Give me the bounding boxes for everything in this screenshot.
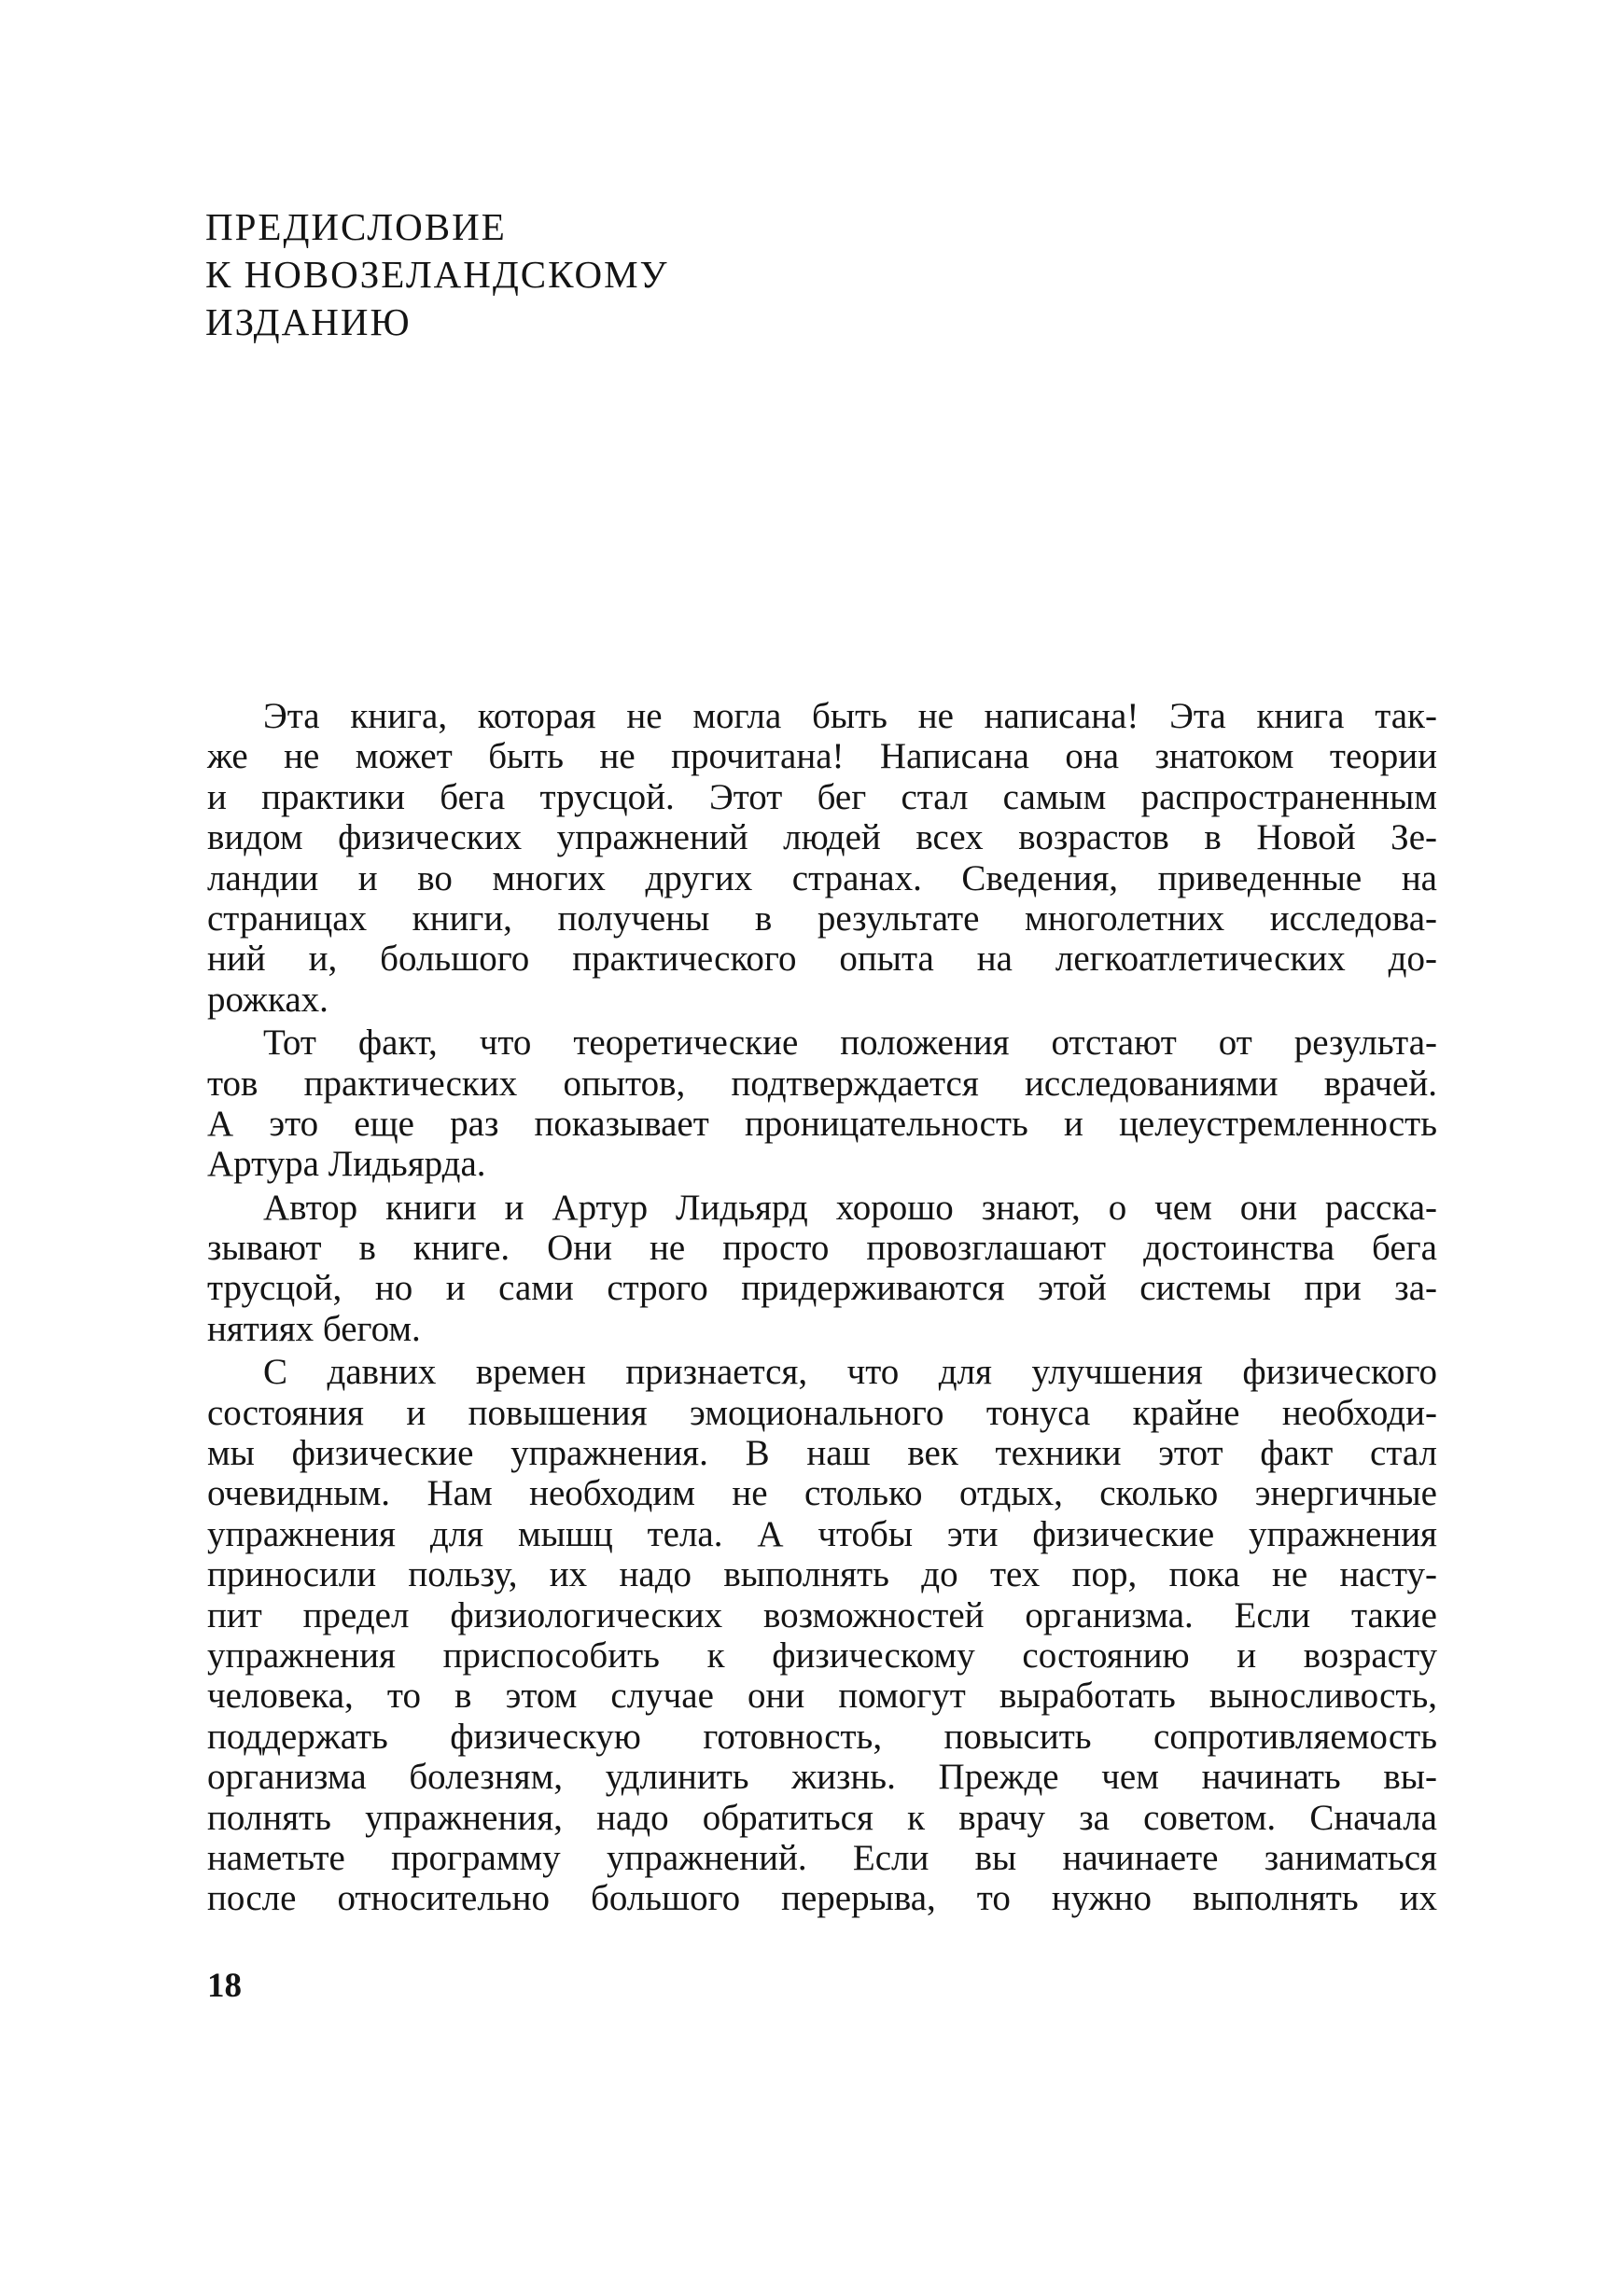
text-line: Автор книги и Артур Лидьярд хорошо знают, о чем они расска- — [263, 1187, 1437, 1228]
text-line: состояния и повышения эмоционального тонуса крайне необходи- — [207, 1392, 1437, 1433]
heading-line: ИЗДАНИЮ — [205, 300, 412, 343]
text-line: А это еще раз показывает проницательность и целеустремленность — [207, 1103, 1437, 1144]
heading-line: ПРЕДИСЛОВИЕ — [205, 205, 507, 248]
text-line: и практики бега трусцой. Этот бег стал самым распространенным — [207, 776, 1437, 817]
text-line: Эта книга, которая не могла быть не написана! Эта книга так- — [263, 696, 1437, 736]
text-line: упражнения приспособить к физическому состоянию и возрасту — [207, 1635, 1437, 1676]
page-number: 18 — [207, 1967, 242, 2005]
text-line: зывают в книге. Они не просто провозглашают достоинства бега — [207, 1228, 1437, 1269]
body-text — [207, 696, 1437, 1922]
text-line: рожках. — [207, 979, 328, 1020]
text-line: ний и, большого практического опыта на легкоатлетических до- — [207, 939, 1437, 980]
paragraph — [207, 696, 1437, 1020]
paragraph — [207, 1352, 1437, 1918]
text-line: С давних времен признается, что для улучшения физического — [263, 1352, 1437, 1393]
text-line: Тот факт, что теоретические положения отстают от результа- — [263, 1023, 1437, 1064]
text-line: же не может быть не прочитана! Написана она знатоком теории — [207, 736, 1437, 777]
paragraph — [207, 1023, 1437, 1185]
text-line: видом физических упражнений людей всех возрастов в Новой Зе- — [207, 817, 1437, 858]
text-line: трусцой, но и сами строго придерживаются этой системы при за- — [207, 1268, 1437, 1309]
text-line: тов практических опытов, подтверждается исследованиями врачей. — [207, 1063, 1437, 1104]
heading-line: К НОВОЗЕЛАНДСКОМУ — [205, 253, 669, 296]
text-line: поддержать физическую готовность, повысить сопротивляемость — [207, 1716, 1437, 1757]
text-line: упражнения для мышц тела. А чтобы эти физические упражнения — [207, 1513, 1437, 1554]
text-line: страницах книги, получены в результате многолетних исследова- — [207, 898, 1437, 939]
text-line: мы физические упражнения. В наш век техники этот факт стал — [207, 1433, 1437, 1474]
text-line: человека, то в этом случае они помогут выработать выносливость, — [207, 1676, 1437, 1717]
text-line: очевидным. Нам необходим не столько отдых, сколько энергичные — [207, 1473, 1437, 1514]
text-line: Артура Лидьярда. — [207, 1144, 486, 1185]
paragraph — [207, 1188, 1437, 1350]
text-line: приносили пользу, их надо выполнять до тех пор, пока не насту- — [207, 1554, 1437, 1595]
text-line: пит предел физиологических возможностей организма. Если такие — [207, 1594, 1437, 1635]
text-line: нятиях бегом. — [207, 1308, 421, 1349]
chapter-heading — [205, 203, 669, 346]
text-line: организма болезням, удлинить жизнь. Прежде чем начинать вы- — [207, 1757, 1437, 1798]
text-line: полнять упражнения, надо обратиться к врачу за советом. Сначала — [207, 1797, 1437, 1838]
text-line: после относительно большого перерыва, то нужно выполнять их — [207, 1878, 1437, 1919]
text-line: наметьте программу упражнений. Если вы начинаете заниматься — [207, 1837, 1437, 1878]
text-line: ландии и во многих других странах. Сведения, приведенные на — [207, 857, 1437, 898]
